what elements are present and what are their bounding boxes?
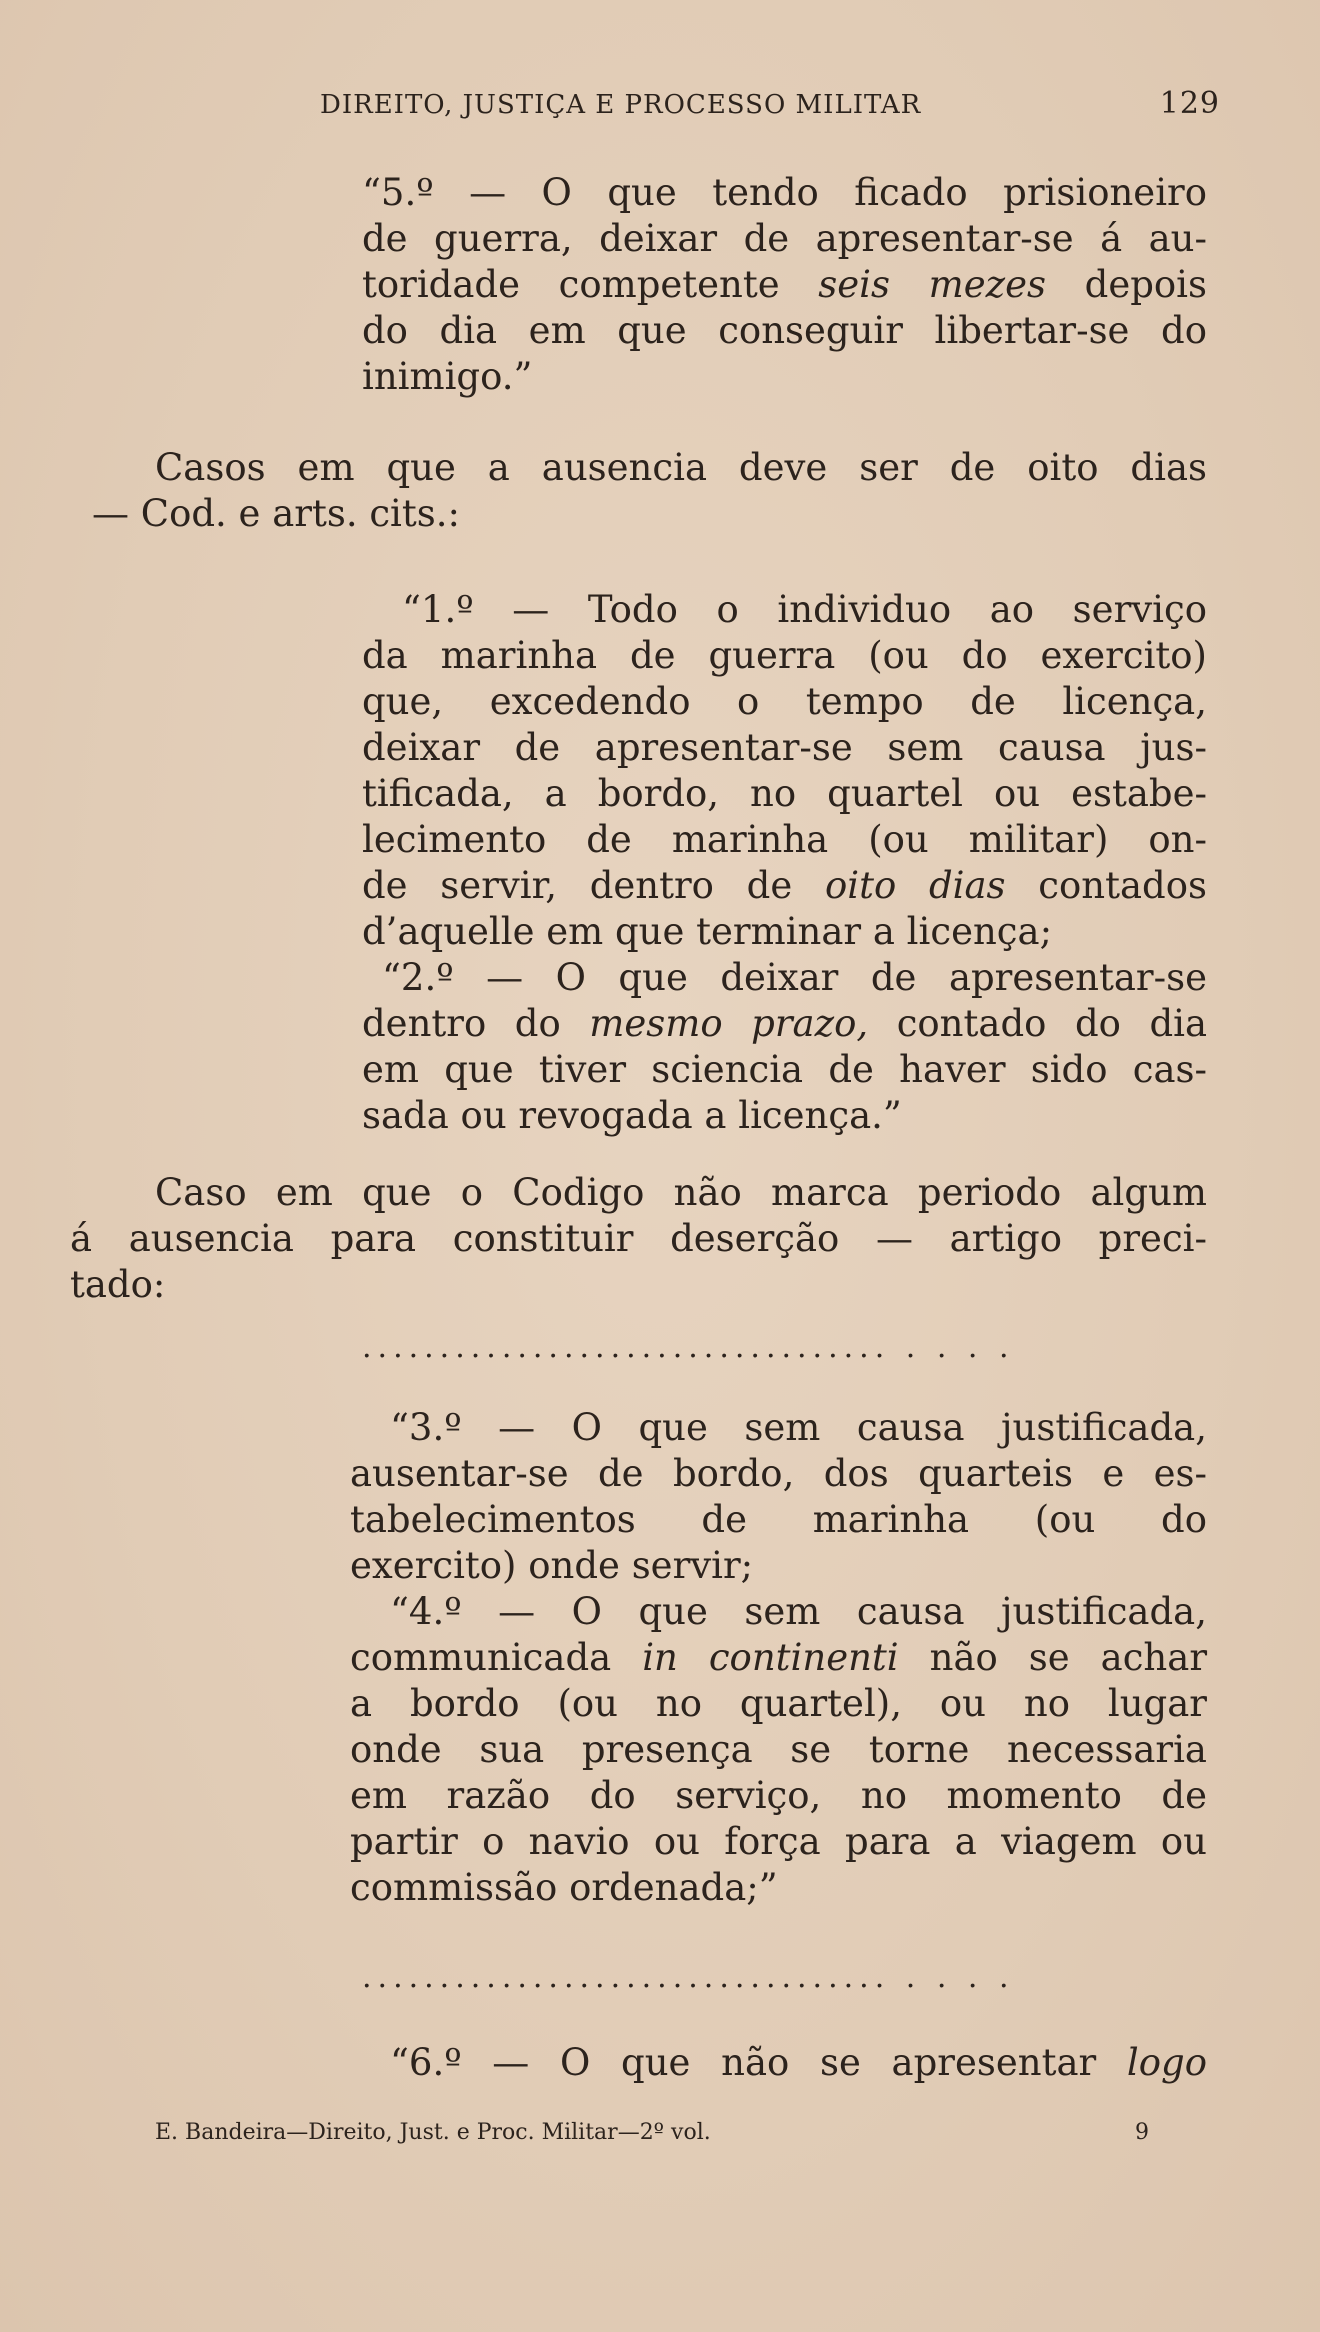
text-line: ausentar-se de bordo, dos quarteis e es- (350, 1452, 1207, 1495)
text-line: “2.º — O que deixar de apresentar-se (382, 956, 1207, 999)
text-line: tificada, a bordo, no quartel ou estabe- (362, 772, 1207, 815)
ellipsis-separator: .................................. . . . . (362, 1960, 1015, 1995)
text-line: á ausencia para constituir deserção — artigo preci- (70, 1217, 1207, 1260)
text-line: de servir, dentro de oito dias contados (362, 864, 1207, 907)
text-line: Caso em que o Codigo não marca periodo algum (155, 1171, 1207, 1214)
ellipsis-separator: .................................. . . . . (362, 1330, 1015, 1365)
text-line: lecimento de marinha (ou militar) on- (362, 818, 1207, 861)
text-line: dentro do mesmo prazo, contado do dia (362, 1002, 1208, 1045)
text-line: do dia em que conseguir libertar-se do (362, 309, 1207, 352)
header-title: DIREITO, JUSTIÇA E PROCESSO MILITAR (320, 90, 922, 120)
text-line: em razão do serviço, no momento de (350, 1774, 1207, 1817)
text-line: — Cod. e arts. cits.: (92, 492, 460, 535)
text-line: em que tiver sciencia de haver sido cas- (362, 1048, 1207, 1091)
text-line: onde sua presença se torne necessaria (350, 1728, 1207, 1771)
italic-phrase: seis mezes (818, 263, 1046, 306)
italic-phrase: in continenti (642, 1636, 899, 1679)
text-line: d’aquelle em que terminar a licença; (362, 910, 1053, 953)
text-line: sada ou revogada a licença.” (362, 1094, 902, 1137)
page-footer (155, 2120, 1155, 2154)
paragraph-no-period (70, 1170, 1207, 1308)
text-line: “5.º — O que tendo ficado prisioneiro (362, 171, 1207, 214)
paragraph-6 (390, 2040, 1207, 2086)
paragraph-1-2 (362, 587, 1207, 1139)
text-line: partir o navio ou força para a viagem ou (350, 1820, 1207, 1863)
text-line: de guerra, deixar de apresentar-se á au- (362, 217, 1207, 260)
text-line: da marinha de guerra (ou do exercito) (362, 634, 1207, 677)
text-line: communicada in continenti não se achar (350, 1636, 1208, 1679)
text-line: tabelecimentos de marinha (ou do (350, 1498, 1207, 1541)
running-header (320, 86, 1220, 130)
text-line: toridade competente seis mezes depois (362, 263, 1208, 306)
text-line: “1.º — Todo o individuo ao serviço (402, 588, 1207, 631)
text-line: Casos em que a ausencia deve ser de oito dias (155, 446, 1207, 489)
italic-phrase: mesmo prazo, (589, 1002, 869, 1045)
paragraph-5 (362, 170, 1207, 400)
text-line: inimigo.” (362, 355, 533, 398)
text-line: “3.º — O que sem causa justificada, (390, 1406, 1207, 1449)
italic-phrase: logo (1126, 2041, 1207, 2084)
text-line: “6.º — O que não se apresentar logo (390, 2041, 1207, 2084)
page-number: 129 (1159, 86, 1220, 121)
text-line: “4.º — O que sem causa justificada, (390, 1590, 1207, 1633)
paragraph-eight-days (92, 445, 1207, 537)
text-line: a bordo (ou no quartel), ou no lugar (350, 1682, 1207, 1725)
text-line: tado: (70, 1263, 166, 1306)
footer-reference: E. Bandeira—Direito, Just. e Proc. Militar—2º vol. (155, 2120, 711, 2145)
text-line: exercito) onde servir; (350, 1544, 754, 1587)
italic-phrase: oito dias (825, 864, 1006, 907)
signature-mark: 9 (1135, 2120, 1149, 2145)
text-line: que, excedendo o tempo de licença, (362, 680, 1207, 723)
text-line: commissão ordenada;” (350, 1866, 778, 1909)
paragraph-3-4 (350, 1405, 1207, 1911)
text-line: deixar de apresentar-se sem causa jus- (362, 726, 1207, 769)
